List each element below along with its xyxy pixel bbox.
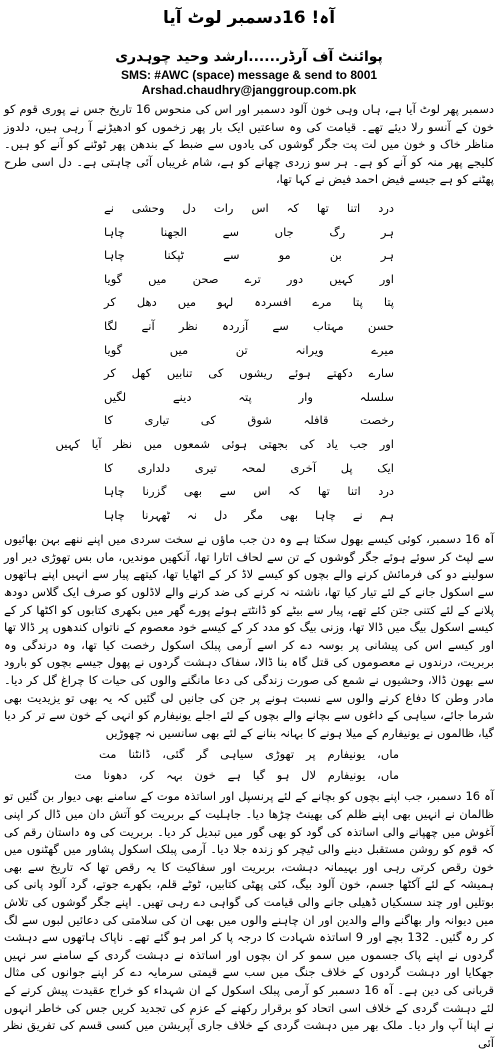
poem-line: اور کہیں دور ترے صحن میں گویا [104, 271, 394, 286]
poem-line: رخصت قافلہ شوق کی تیاری کا [104, 413, 394, 428]
poem-line: ایک پل آخری لمحہ تیری دلداری کا [104, 460, 394, 475]
paragraph-1: دسمبر پھر لوٹ آیا ہے، ہاں وہی خون آلود دسمبر اور اس کی منحوس 16 تاریخ جس نے پوری قوم کو خون کے آنسو رلا دیئے تھے۔ قیامت کی وہ ساعتیں ایک بار پھر زخموں کو ادھیڑنے آ رہی ہیں، دلدوز مناظر خاک و خون میں لت پت جگر گوشوں کی یادوں سے ضبط کے بندھن پھر ٹوٹنے کو آنے کو ہیں۔ کلیجے پھر منہ کو آنے کو ہے۔ ہر سو زردی چھانے کو ہے، شام غریباں آئی چاہتی ہے۔ دل اسی طرح پھٹنے کو ہے جیسے فیض احمد فیض نے کہا تھا، [4, 102, 494, 187]
poem-line: حسن مہتاب سے آزردہ نظر آنے لگا [104, 318, 394, 333]
poem-line: ماں، یونیفارم پر تھوڑی سیاہی گر گئی، ڈانٹنا مت [99, 747, 399, 762]
author-email: Arshad.chaudhry@janggroup.com.pk [141, 83, 357, 97]
paragraph-2: آہ 16 دسمبر، کوئی کیسے بھول سکتا ہے وہ دن جب ماؤں نے سخت سردی میں اپنے ننھے بہن بھائیوں سے لپٹ کر سوئے ہوئے جگر گوشوں کے تن سے لحاف اتارا تھا، آنکھیں موندیں، ماں بس تھوڑی دیر اور سولینے دو کی فرمائش کرنے والے بچوں کو کیسے لاڈ کر کے اٹھایا تھا، کیتھے پیار سے انہیں اپنے ہاتھوں سے اسکول جانے کے لئے تیار کیا تھا، ناشتہ نہ کرنے کی ضد کرنے والے لاڈلوں کو صرف ایک گلاس دودھ پلانے کے لئے کتنی جتن کئے تھے، پیار سے بیٹے کو ڈانٹتے ہوئے پورے گھر میں بکھری کتابوں کو اکٹھا کر کے کیسے اسکول بیگ میں ڈالا تھا، وزنی بیگ کو مدد کر کے کیسے خود معصوم کے ناتواں کندھوں پر ڈالا تھا اور کیسے اس کی پیشانی پر بوسہ دے کر اسے آرمی پبلک اسکول رخصت کیا تھا، وہ درندگی وہ بربریت، درندوں نے معصوموں کی قتل گاہ بنا ڈالا، سفاک دہشت گردوں نے پھول جیسے بچوں کو بارود سے بھون ڈالا، وحشیوں نے شمع کی صورت زندگی کی دعا مانگنے والوں کی حیات کا چراغ گل کر دیا۔ مادر وطن کا دفاع کرنے والوں سے نسبت ہونے پر جن کی جانیں لی گئیں کہ یہ بھی تو یزیدیت بھی شرما جائے، سیاہی کے داغوں سے بچانے والے بچوں کے لئے اجلے یونیفارم کو انہی کے خون سے تر کر دیا گیا، ظالموں نے یونیفارم کے میلا ہونے کا بہانہ بنانے کے لئے بھی سانسیں نہ چھوڑیں [4, 532, 494, 740]
sms-instructions: SMS: #AWC (space) message & send to 8001 [120, 68, 378, 82]
poem-line: ہم نے چاہا بھی مگر دل نہ ٹھہرنا چاہا [104, 507, 394, 522]
poem-line: ماں، یونیفارم لال ہو گیا ہے خون بہہ کر، دھونا مت [74, 768, 399, 783]
poem-line: پتا پتا مرے افسردہ لہو میں دھل کر [104, 295, 394, 310]
poem-line: اور جب یاد کی بجھتی ہوئی شمعوں میں نظر آیا کہیں [55, 436, 394, 451]
poem-line: ہر بن مو سے ٹپکنا چاہا [104, 248, 394, 263]
poem-line: درد اتنا تھا کہ اس سے بھی گزرنا چاہا [104, 484, 394, 499]
poem-line: درد اتنا تھا کہ اس رات دل وحشی نے [104, 200, 394, 215]
column-byline: پوائنٹ آف آرڈر......ارشد وحید چوہدری [115, 49, 383, 65]
poem-1 [0, 197, 498, 527]
poem-line: میرے ویرانہ تن میں گویا [104, 342, 394, 357]
poem-line: سلسلہ وار پتہ دینے لگیں [104, 389, 394, 404]
poem-2 [0, 744, 498, 786]
poem-line: ہر رگ جاں سے الجھنا چاہا [104, 224, 394, 239]
column-title: آہ! 16دسمبر لوٹ آیا [162, 8, 336, 28]
paragraph-3: آہ 16 دسمبر، جب اپنے بچوں کو بچانے کے لئے پرنسپل اور اساتذہ موت کے سامنے بھی دیوار بن گئیں تو ظالمان نے انہیں بھی اپنے ظلم کی بھینٹ چڑھا دیا۔ جاہلیت کے بربریت کو آتش دان میں ڈال کر اپنی آغوش میں چھپانے والی اساتذہ کی گود کو بھی گور میں تبدیل کر دیا۔ بربریت کی وہ داستان رقم کی کہ قوم کو روشن مستقبل دینے والی ٹیچر کو زندہ جلا دیا۔ آرمی پبلک اسکول پشاور میں گھٹنوں میں خون رقص کرتی رہی اور بہیمانہ دہشت، بربریت اور سفاکیت کا یہ رقص تھا کہ تاریخ سے بھی ہمیشہ کے لئے آکٹھا جسم، خون آلود بیگ، کئی پھٹی کتابیں، ٹوٹے قلم، بکھرے جوتے، گرد آلود پانی کی بوتلیں اور چند سسکیاں ڈھیلی جانے والی قیامت کی گواہی دے رہی تھیں۔ اپنے جگر گوشوں کی تلاش میں دیوانہ وار بھاگنے والے والدین اور ان چاہنے والوں میں بھی ان کی سلامتی کی دعائیں لبوں سے لگ کر رہ گئیں۔ 132 بچے اور 9 اساتذہ شہادت کا درجہ پا کر امر ہو گئے تھے۔ ناپاک ہاتھوں سے دہشت گردوں نے اپنے پاک جسموں میں سمو کر ان بچوں اور اساتذہ نے دہشت گردی کے سامنے سر نہیں جھکایا اور دہشت گردوں کے خلاف جنگ میں سب سے قیمتی سرمایہ دے کر اپنے جوانوں کی مثال قربانی کی دین ہے۔ آہ 16 دسمبر کو آرمی پبلک اسکول کے ان شہداء کو خراج عقیدت پیش کرنے کے لئے دہشت گردی کے خلاف اسی اتحاد کو برقرار رکھنے کے عزم کی تجدید کریں جس کی خاطر انہوں نے اپنا آپ وار دیا۔ ملک بھر میں دہشت گردی کے خلاف جاری آپریشن میں کسی قسم کی تفریق نظر آئی [4, 789, 495, 1050]
poem-line: سارے دکھتے ہوئے ریشوں کی تنابیں کھل کر [104, 366, 394, 381]
column-header [0, 0, 498, 98]
